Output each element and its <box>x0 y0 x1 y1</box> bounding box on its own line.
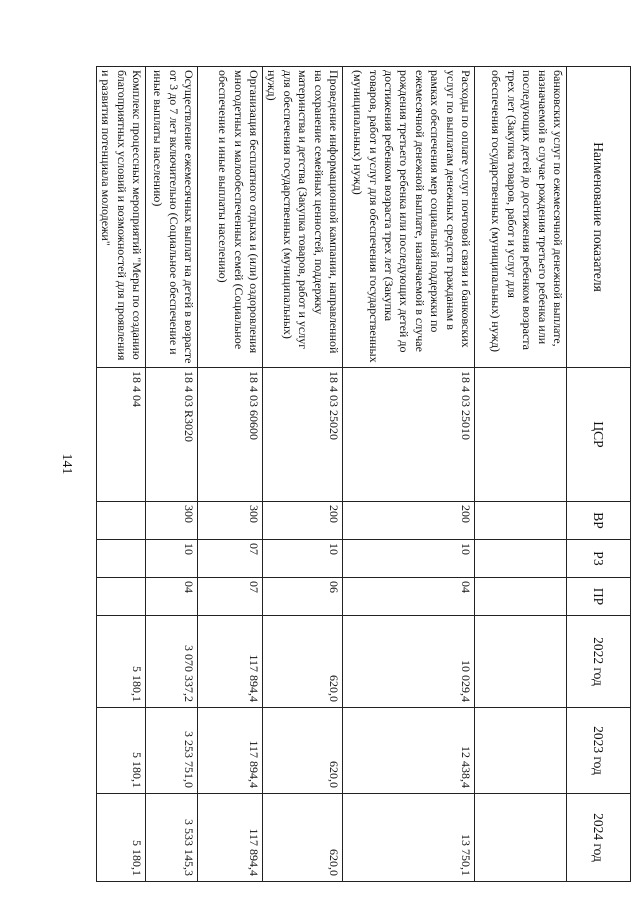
header-csr: ЦСР <box>567 368 631 502</box>
cell-csr: 18 4 04 <box>96 368 145 502</box>
cell-2024 <box>475 794 567 882</box>
cell-2024: 5 180,1 <box>96 794 145 882</box>
cell-vr: 200 <box>262 502 342 540</box>
table-row <box>343 67 475 882</box>
header-pr: ПР <box>567 578 631 616</box>
cell-pr: 06 <box>262 578 342 616</box>
cell-2022: 620,0 <box>262 616 342 708</box>
header-2022: 2022 год <box>567 616 631 708</box>
header-name: Наименование показателя <box>567 67 631 368</box>
cell-vr <box>475 502 567 540</box>
cell-2024: 3 533 145,3 <box>145 794 197 882</box>
cell-2023: 117 894,4 <box>197 708 262 794</box>
cell-vr: 200 <box>343 502 475 540</box>
cell-pr: 07 <box>197 578 262 616</box>
cell-csr <box>475 368 567 502</box>
cell-2022 <box>475 616 567 708</box>
cell-name: банковских услуг по ежемесячной денежной выплате, назначаемой в случае рождения третьего ребенка или последующих детей до достижения ребенком возраста трех лет (Закупка товаров, работ и услуг для обеспечения государственных (муниципальных) нужд) <box>475 67 567 368</box>
cell-vr: 300 <box>197 502 262 540</box>
cell-2023: 620,0 <box>262 708 342 794</box>
cell-name: Комплекс процессных мероприятий "Меры по созданию благоприятных условий и возможностей для проявления и развития потенциала молодежи" <box>96 67 145 368</box>
cell-2023: 12 438,4 <box>343 708 475 794</box>
table-row <box>262 67 342 882</box>
header-2023: 2023 год <box>567 708 631 794</box>
cell-name: Организация бесплатного отдыха и (или) оздоровления многодетных и малообеспеченных семей (Социальное обеспечение и иные выплаты населению) <box>197 67 262 368</box>
cell-2023 <box>475 708 567 794</box>
cell-name: Расходы по оплате услуг почтовой связи и банковских услуг по выплатам денежных средств гражданам в рамках обеспечения мер социальной поддержки по ежемесячной денежной выплате, назначаемой в случае рождения третьего ребенка или последующих детей до достижения ребенком возраста трех лет (Закупка товаров, работ и услуг для обеспечения государственных (муниципальных) нужд) <box>343 67 475 368</box>
page-number: 141 <box>59 453 74 475</box>
cell-2024: 13 750,1 <box>343 794 475 882</box>
header-2024: 2024 год <box>567 794 631 882</box>
cell-vr: 300 <box>145 502 197 540</box>
cell-2022: 10 029,4 <box>343 616 475 708</box>
cell-pr: 04 <box>343 578 475 616</box>
cell-vr <box>96 502 145 540</box>
table-row <box>475 67 567 882</box>
cell-rz <box>96 540 145 578</box>
cell-csr: 18 4 03 R3020 <box>145 368 197 502</box>
table-header-row <box>567 67 631 882</box>
cell-2024: 620,0 <box>262 794 342 882</box>
rotated-page-content <box>101 66 631 881</box>
budget-table-container <box>101 66 631 881</box>
cell-2024: 117 894,4 <box>197 794 262 882</box>
cell-pr: 04 <box>145 578 197 616</box>
cell-pr <box>96 578 145 616</box>
table-row <box>96 67 145 882</box>
cell-rz <box>475 540 567 578</box>
cell-name: Проведение информационной кампании, направленной на сохранение семейных ценностей, поддержку материнства и детства (Закупка товаров, работ и услуг для обеспечения государственных (муниципальных) нужд) <box>262 67 342 368</box>
cell-2022: 5 180,1 <box>96 616 145 708</box>
cell-2022: 3 070 337,2 <box>145 616 197 708</box>
cell-pr <box>475 578 567 616</box>
header-rz: РЗ <box>567 540 631 578</box>
table-row <box>197 67 262 882</box>
cell-csr: 18 4 03 60600 <box>197 368 262 502</box>
cell-csr: 18 4 03 25020 <box>262 368 342 502</box>
cell-2023: 3 253 751,0 <box>145 708 197 794</box>
cell-2022: 117 894,4 <box>197 616 262 708</box>
cell-name: Осуществление ежемесячных выплат на детей в возрасте от 3 до 7 лет включительно (Социальное обеспечение и иные выплаты населению) <box>145 67 197 368</box>
cell-rz: 10 <box>343 540 475 578</box>
header-vr: ВР <box>567 502 631 540</box>
cell-csr: 18 4 03 25010 <box>343 368 475 502</box>
cell-2023: 5 180,1 <box>96 708 145 794</box>
cell-rz: 10 <box>145 540 197 578</box>
budget-table <box>96 66 631 882</box>
cell-rz: 10 <box>262 540 342 578</box>
cell-rz: 07 <box>197 540 262 578</box>
table-row <box>145 67 197 882</box>
